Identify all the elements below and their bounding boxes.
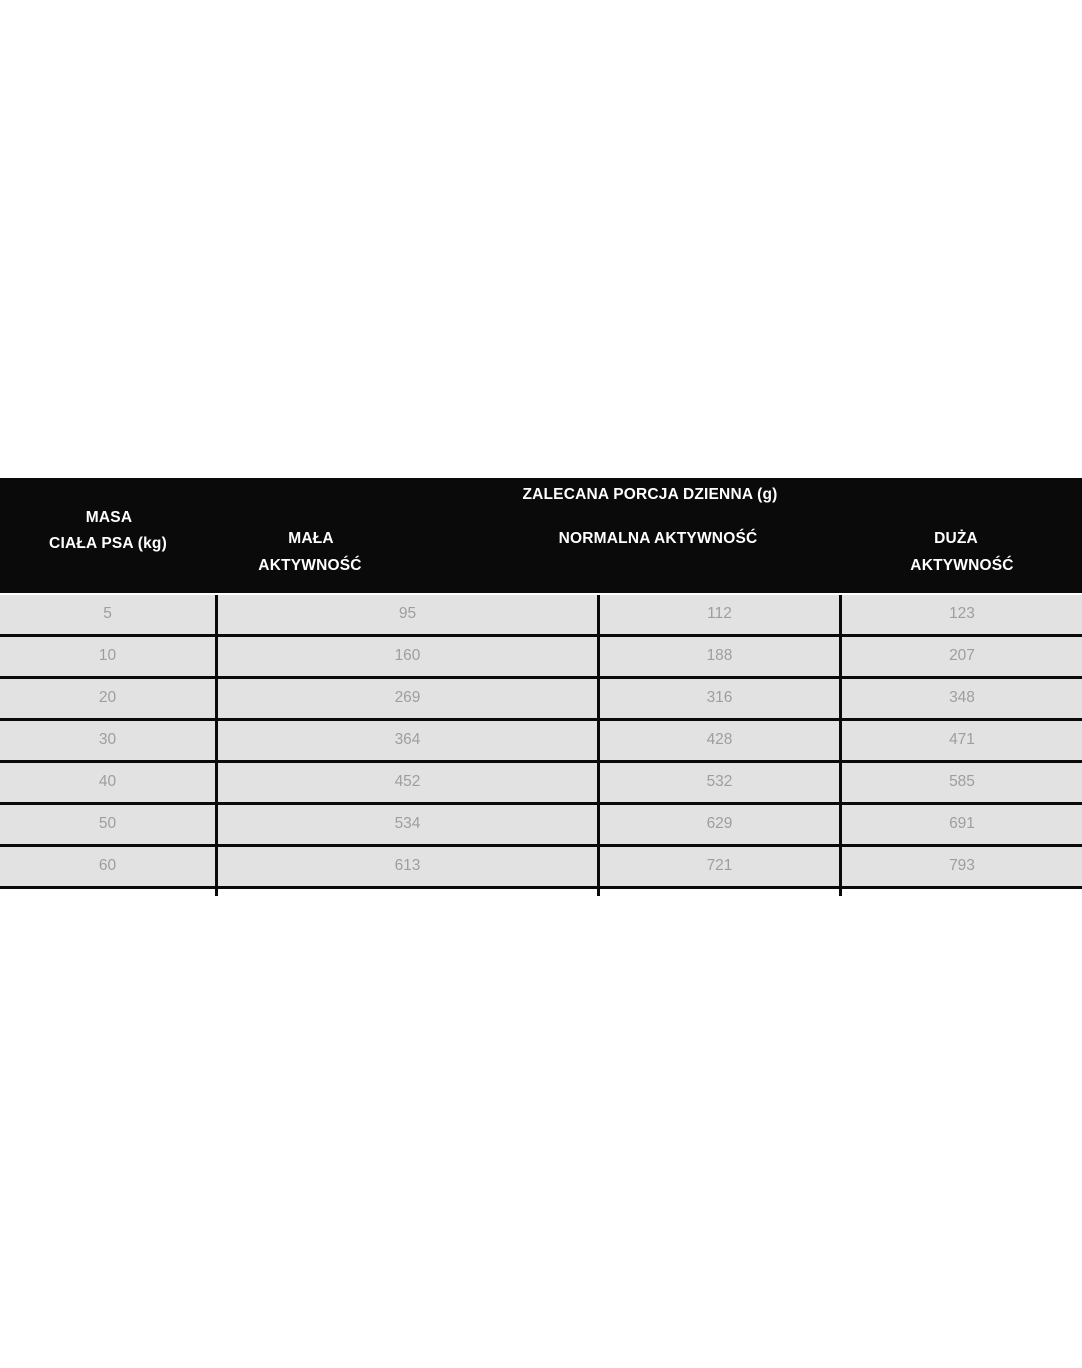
table-row	[0, 721, 1082, 763]
cell-normal-activity: 112	[600, 595, 842, 637]
cell-high-activity: 123	[842, 595, 1082, 637]
table-row	[0, 847, 1082, 889]
cell-low-activity: 613	[218, 847, 600, 889]
cell-high-activity: 585	[842, 763, 1082, 805]
column-divider-tick	[215, 889, 218, 896]
column-header-mass-line2: CIAŁA PSA (kg)	[49, 535, 167, 552]
cell-low-activity: 95	[218, 595, 600, 637]
table-row	[0, 595, 1082, 637]
column-header-low-activity-line1: MAŁA	[288, 530, 334, 547]
cell-high-activity: 691	[842, 805, 1082, 847]
cell-normal-activity: 316	[600, 679, 842, 721]
feeding-guide-table	[0, 478, 1082, 889]
cell-low-activity: 269	[218, 679, 600, 721]
table-row	[0, 679, 1082, 721]
table-body	[0, 595, 1082, 889]
cell-mass: 10	[0, 637, 218, 679]
table-row	[0, 805, 1082, 847]
cell-mass: 50	[0, 805, 218, 847]
cell-normal-activity: 532	[600, 763, 842, 805]
cell-mass: 5	[0, 595, 218, 637]
cell-high-activity: 207	[842, 637, 1082, 679]
cell-normal-activity: 428	[600, 721, 842, 763]
cell-low-activity: 452	[218, 763, 600, 805]
cell-normal-activity: 188	[600, 637, 842, 679]
cell-high-activity: 471	[842, 721, 1082, 763]
column-divider-tick	[597, 889, 600, 896]
cell-normal-activity: 629	[600, 805, 842, 847]
cell-high-activity: 348	[842, 679, 1082, 721]
column-header-high-activity-line2: AKTYWNOŚĆ	[910, 557, 1014, 574]
cell-mass: 20	[0, 679, 218, 721]
cell-mass: 40	[0, 763, 218, 805]
column-header-high-activity-line1: DUŻA	[934, 530, 978, 547]
table-row	[0, 637, 1082, 679]
table-title: ZALECANA PORCJA DZIENNA (g)	[522, 486, 778, 503]
cell-low-activity: 160	[218, 637, 600, 679]
column-header-mass-line1: MASA	[85, 509, 133, 526]
column-header-normal-activity: NORMALNA AKTYWNOŚĆ	[558, 530, 758, 547]
cell-mass: 30	[0, 721, 218, 763]
cell-mass: 60	[0, 847, 218, 889]
cell-low-activity: 364	[218, 721, 600, 763]
cell-normal-activity: 721	[600, 847, 842, 889]
cell-low-activity: 534	[218, 805, 600, 847]
column-divider-tick	[839, 889, 842, 896]
table-row	[0, 763, 1082, 805]
table-header	[0, 478, 1082, 593]
column-header-low-activity-line2: AKTYWNOŚĆ	[258, 557, 362, 574]
cell-high-activity: 793	[842, 847, 1082, 889]
